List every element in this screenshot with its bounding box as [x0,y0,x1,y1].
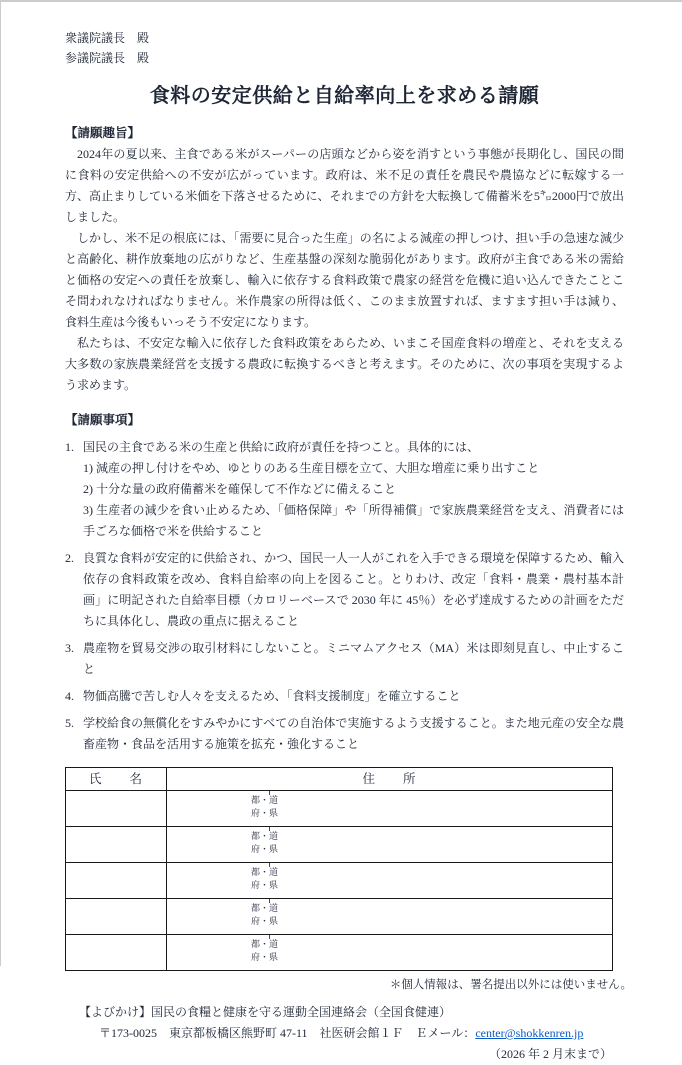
address-column-header: 住 所 [167,768,613,791]
deadline-note: （2026 年 2 月末まで） [488,1047,612,1061]
item-number: 5. [65,716,74,730]
item-text: 物価高騰で苦しむ人々を支えるため、「食料支援制度」を確立すること [83,689,461,703]
address-cell [167,935,613,971]
addressee-block [65,28,624,68]
item-1-subitem-2: 2) 十分な量の政府備蓄米を確保して不作などに備えること [83,482,396,496]
item-text: 農産物を貿易交渉の取引材料にしないこと。ミニマムアクセス（MA）米は即刻見直し、中止すること [83,641,624,676]
item-1-subitem-3: 3) 生産者の減少を食い止めるため、「価格保障」や「所得補償」で家族農業経営を支え、消費者には手ごろな価格で米を供給すること [83,503,624,538]
purpose-heading: 【請願趣旨】 [65,126,141,140]
purpose-paragraph-2: しかし、米不足の根底には、「需要に見合った生産」の名による減産の押しつけ、担い手の急速な減少と高齢化、耕作放棄地の広がりなど、生産基盤の深刻な脆弱化があります。政府が主食である米の需給と価格の安定への責任を放棄し、輸入に依存する食料政策で農家の経営を危機に追い込んできたことこそ問われなければなりません。米作農家の所得は低く、このまま放置すれば、ますます担い手は減り、食料生産は今後もいっそう不安定になります。 [65,231,624,329]
petition-item-1 [65,437,624,542]
contact-address: 〒173-0025 東京都板橋区熊野町 47-11 社医研会館１Ｆ Ｅメール： [99,1026,476,1040]
contact-line [65,1023,624,1044]
item-text: 学校給食の無償化をすみやかにすべての自治体で実施するよう支援すること。また地元産の安全な農畜産物・食品を活用する施策を拡充・強化すること [83,716,624,751]
prefecture-label: 都・道 府・県 [251,795,279,818]
signature-table-header-row [66,768,613,791]
signature-row [66,935,613,971]
name-cell [66,935,167,971]
petition-item-4 [65,686,624,707]
items-heading: 【請願事項】 [65,413,141,427]
address-cell [167,899,613,935]
name-cell [66,791,167,827]
purpose-paragraph-3: 私たちは、不安定な輸入に依存した食料政策をあらため、いまこそ国産食料の増産と、それを支える大多数の家族農業経営を支援する農政に転換するべきと考えます。そのために、次の事項を実現するよう求めます。 [65,336,624,392]
addressee-house-of-councillors: 参議院議長 殿 [65,51,150,65]
signature-row [66,863,613,899]
name-column-header: 氏 名 [66,768,167,791]
item-text: 国民の主食である米の生産と供給に政府が責任を持つこと。具体的には、 [83,440,480,454]
address-cell [167,791,613,827]
item-text: 良質な食料が安定的に供給され、かつ、国民一人一人がこれを入手できる環境を保障するため、輸入依存の食料政策を改め、食料自給率の向上を図ること。とりわけ、改定「食料・農業・農村基本計画」に明記された自給率目標（カロリーベースで 2030 年に 45％）を必ず達成するための計画をただちに具体化し、農政の重点に据えること [83,551,624,628]
item-number: 1. [65,440,74,454]
name-cell [66,827,167,863]
signature-row [66,791,613,827]
organizer-line: 【よびかけ】国民の食糧と健康を守る運動全国連絡会（全国食健連） [79,1005,452,1019]
petition-items [65,437,624,755]
item-body [83,437,624,542]
address-cell [167,863,613,899]
email-link[interactable]: center@shokkenren.jp [475,1026,584,1040]
privacy-note: ＊個人情報は、署名提出以外には使いません。 [389,979,632,991]
name-cell [66,863,167,899]
prefecture-label: 都・道 府・県 [251,867,279,890]
prefecture-label: 都・道 府・県 [251,831,279,854]
item-1-subitem-1: 1) 減産の押し付けをやめ、ゆとりのある生産目標を立て、大胆な増産に乗り出すこと [83,461,540,475]
petition-item-5 [65,713,624,755]
signature-table [65,767,613,971]
address-cell [167,827,613,863]
petition-item-2 [65,548,624,632]
page-title: 食料の安定供給と自給率向上を求める請願 [149,85,540,107]
signature-row [66,899,613,935]
petition-item-3 [65,638,624,680]
item-number: 4. [65,689,74,703]
prefecture-label: 都・道 府・県 [251,939,279,962]
purpose-paragraph-1: 2024年の夏以来、主食である米がスーパーの店頭などから姿を消すという事態が長期化し、国民の間に食料の安定供給への不安が広がっています。政府は、米不足の責任を農民や農協などに転嫁する一方、高止まりしている米価を下落させるために、それまでの方針を大転換して備蓄米を5㌔2000円で放出しました。 [65,147,624,224]
prefecture-label: 都・道 府・県 [251,903,279,926]
addressee-house-of-representatives: 衆議院議長 殿 [65,31,150,45]
signature-row [66,827,613,863]
item-number: 2. [65,551,74,565]
name-cell [66,899,167,935]
item-number: 3. [65,641,74,655]
